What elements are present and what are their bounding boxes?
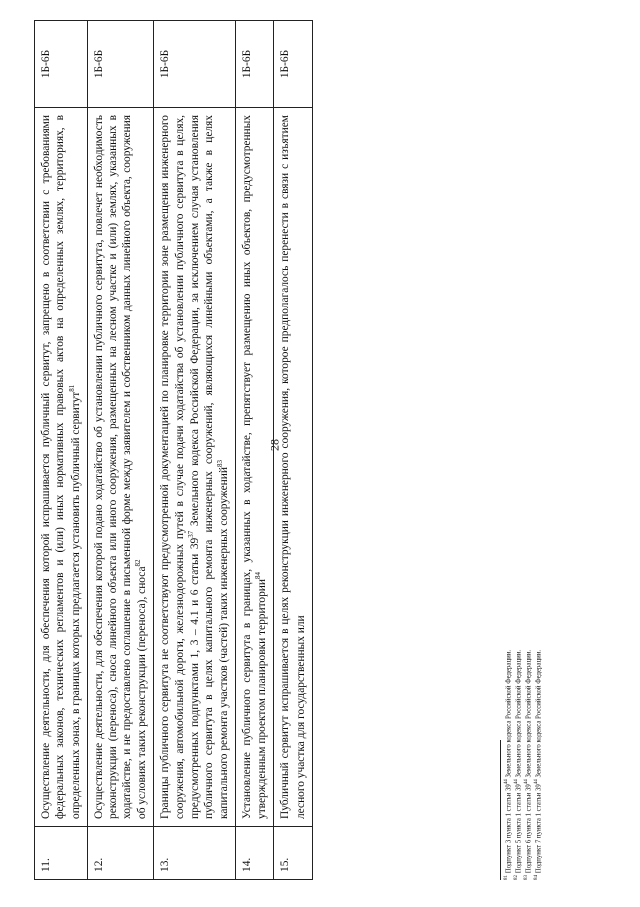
row-number: 13. <box>154 827 236 880</box>
footnotes <box>500 20 544 880</box>
footnote: $^{83}$ Подпункт 6 пункта 1 статьи $39^{44}$ Земельного кодекса Российской Федерации. <box>523 649 533 880</box>
footnote: $^{82}$ Подпункт 5 пункта 1 статьи $39^{44}$ Земельного кодекса Российской Федерации. <box>513 649 523 880</box>
table-row <box>274 21 312 880</box>
row-description: Осуществление деятельности, для обеспечения которой подано ходатайство об установлении публичного сервитута, повлечет необходимость реконструкции (переноса), сноса линейного объекта или иного сооружения, размещенных на лесном участке и (или) землях, указанных в ходатайстве, и не предоставлено соглашение в письменной форме между заявителем и собственником данных линейного объекта, сооружения об условиях таких реконструкции (переноса), сноса$^{82}$ <box>87 108 154 827</box>
row-number: 12. <box>87 827 154 880</box>
requirements-table <box>34 20 313 880</box>
row-code: 1Б-6Б <box>87 21 154 108</box>
table-row <box>236 21 274 880</box>
row-number: 15. <box>274 827 312 880</box>
row-description: Осуществление деятельности, для обеспечения которой испрашивается публичный сервитут, запрещено в соответствии с требованиями федеральных законов, технических регламентов и (или) иных нормативных правовых актов на определенных землях, территориях, в определенных зонах, в границах которых предлагается установить публичный сервитут$^{81}$ <box>35 108 88 827</box>
row-code: 1Б-6Б <box>35 21 88 108</box>
footnote-divider <box>500 740 501 880</box>
footnote-ref: 81 <box>67 384 76 392</box>
row-code: 1Б-6Б <box>154 21 236 108</box>
table-row <box>87 21 154 880</box>
row-description: Границы публичного сервитута не соответствуют предусмотренной документацией по планировке территории зоне размещения инженерного сооружения, автомобильной дороги, железнодорожных путей в случае подачи ходатайства об установлении публичного сервитута в целях, предусмотренных подпунктами 1, 3 – 4.1 и 6 статьи $39^{37}$ Земельного кодекса Российской Федерации, за исключением случая установления публичного сервитута в целях капитального ремонта инженерных сооружений, являющихся линейными объектами, а также в целях капитального ремонта участков (частей) таких инженерных сооружений$^{83}$ <box>154 108 236 827</box>
footnote: $^{84}$ Подпункт 7 пункта 1 статьи $39^{44}$ Земельного кодекса Российской Федерации. <box>533 649 543 880</box>
row-code: 1Б-6Б <box>236 21 274 108</box>
table-row <box>35 21 88 880</box>
footnote-ref: 84 <box>254 572 263 579</box>
footnote: $^{81}$ Подпункт 3 пункта 1 статьи $39^{44}$ Земельного кодекса Российской Федерации. <box>504 649 513 880</box>
row-number: 11. <box>35 827 88 880</box>
footnote-ref: 83 <box>216 460 225 468</box>
row-description: Установление публичного сервитута в границах, указанных в ходатайстве, препятствует размещению иных объектов, предусмотренных утвержденным проектом планировки территории$^{84}$ <box>236 108 274 827</box>
table-row <box>154 21 236 880</box>
row-description: Публичный сервитут испрашивается в целях реконструкции инженерного сооружения, которое предполагалось перенести в связи с изъятием лесного участка для государственных или <box>274 108 312 827</box>
rotated-page-content <box>34 20 634 880</box>
row-number: 14. <box>236 827 274 880</box>
row-code: 1Б-6Б <box>274 21 312 108</box>
footnote-ref: 82 <box>134 559 143 567</box>
page-number: 28 <box>267 439 282 451</box>
